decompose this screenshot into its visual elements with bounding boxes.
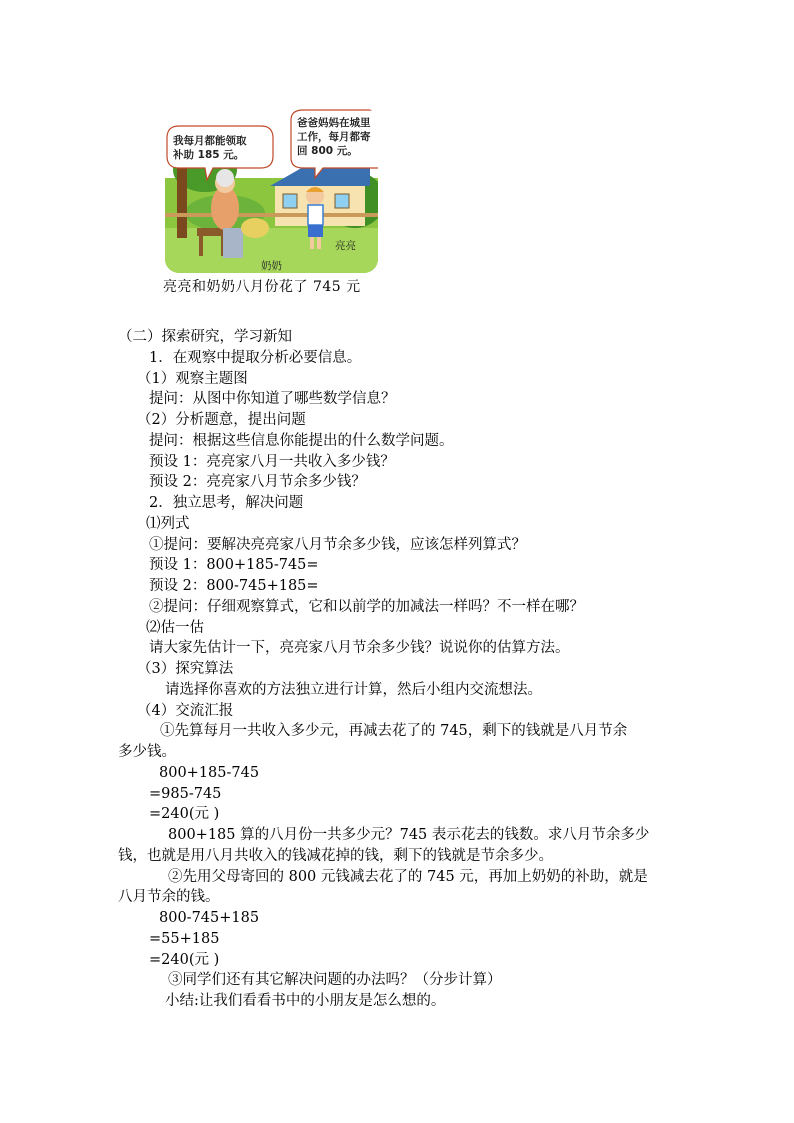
grandma-bubble-line-2: 补助 185 元。 [173,149,245,161]
equation-line: =240(元 ) [149,952,220,968]
boy-label: 亮亮 [335,240,356,252]
grandma-bubble-line-1: 我每月都能领取 [173,135,247,147]
sub-heading: （3）探究算法 [137,661,234,677]
grandma-label: 奶奶 [261,260,282,272]
sub-heading: （2）分析题意，提出问题 [137,412,306,428]
illustration [165,108,378,273]
paragraph: 预设 1：800+185-745= [149,557,319,573]
equation-line: 800-745+185 [159,910,260,926]
sub-heading: ⑴列式 [146,516,190,532]
boy-bubble-line-3: 回 800 元。 [297,145,358,157]
sub-heading: ⑵估一估 [146,620,204,636]
step-heading: 2．独立思考，解决问题 [149,495,304,511]
paragraph: ①先算每月一共收入多少元，再减去花了的 745，剩下的钱就是八月节余 [160,723,628,739]
paragraph: 请大家先估计一下，亮亮家八月节余多少钱？说说你的估算方法。 [149,640,570,656]
equation-line: 800+185-745 [159,765,260,781]
boy-bubble-line-1: 爸爸妈妈在城里 [297,117,371,129]
paragraph: ①提问：要解决亮亮家八月节余多少钱，应该怎样列算式？ [149,537,526,553]
paragraph: 请选择你喜欢的方法独立进行计算，然后小组内交流想法。 [165,682,542,698]
paragraph: 多少钱。 [118,744,176,760]
paragraph: 钱，也就是用八月共收入的钱减花掉的钱，剩下的钱就是节余多少。 [118,848,553,864]
equation-line: =240(元 ) [149,806,220,822]
sub-heading: （4）交流汇报 [137,703,234,719]
sub-heading: （1）观察主题图 [137,371,248,387]
section-heading: （二）探索研究，学习新知 [118,329,292,345]
boy-bubble-line-2: 工作，每月都寄 [297,131,371,143]
paragraph: 预设 1：亮亮家八月一共收入多少钱？ [149,454,395,470]
paragraph: 预设 2：亮亮家八月节余多少钱？ [149,474,366,490]
paragraph: ②先用父母寄回的 800 元钱减去花了的 745 元，再加上奶奶的补助，就是 [168,869,648,885]
paragraph: ②提问：仔细观察算式，它和以前学的加减法一样吗？不一样在哪？ [149,599,584,615]
paragraph: 提问：从图中你知道了哪些数学信息？ [149,391,396,407]
paragraph: 预设 2：800-745+185= [149,578,319,594]
step-heading: 1．在观察中提取分析必要信息。 [149,350,362,366]
paragraph: 小结:让我们看看书中的小朋友是怎么想的。 [165,993,446,1009]
illustration-caption: 亮亮和奶奶八月份花了 745 元 [163,279,361,295]
equation-line: =55+185 [149,931,220,947]
paragraph: 提问：根据这些信息你能提出的什么数学问题。 [149,433,454,449]
paragraph: 800+185 算的八月份一共多少元？745 表示花去的钱数。求八月节余多少 [168,827,650,843]
equation-line: =985-745 [149,786,222,802]
paragraph: 八月节余的钱。 [118,889,220,905]
paragraph: ③同学们还有其它解决问题的办法吗？（分步计算） [168,972,502,988]
